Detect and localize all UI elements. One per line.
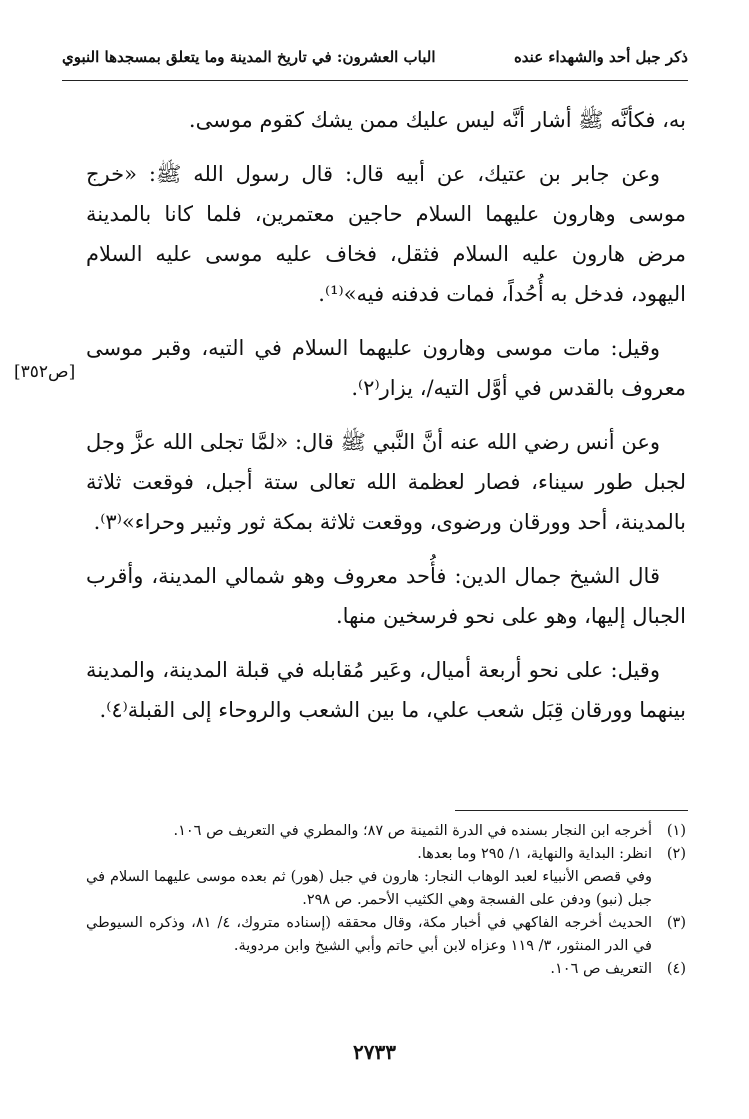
page-number: ٢٧٣٣	[353, 1040, 396, 1064]
footnote-number: (٣)	[666, 915, 686, 931]
footnote-text: انظر: البداية والنهاية، ١/ ٢٩٥ وما بعدها.	[417, 846, 652, 862]
footnote	[86, 958, 686, 981]
paragraph: به، فكأنَّه ﷺ أشار أنَّه ليس عليك ممن يشك كقوم موسى.	[188, 108, 686, 132]
running-header	[62, 44, 688, 74]
paragraph: قال الشيخ جمال الدين: فأُحد معروف وهو شمالي المدينة، وأقرب الجبال إليها، وهو على نحو فرسخين منها.	[86, 564, 686, 628]
footnote-text: التعريف ص ١٠٦.	[550, 961, 652, 977]
main-text	[86, 100, 686, 744]
header-chapter-title: الباب العشرون: في تاريخ المدينة وما يتعلق بمسجدها النبوي	[62, 48, 436, 66]
paragraph: وعن أنس رضي الله عنه أنَّ النَّبي ﷺ قال: «لمَّا تجلى الله عزَّ وجل لجبل طور سيناء، فصار لعظمة الله تعالى ستة أجبل، فوقعت ثلاثة بالمدينة، أحد وورقان ورضوى، ووقعت ثلاثة بمكة ثور وثبير وحراء»⁽٣⁾.	[86, 430, 686, 534]
footnote	[86, 912, 686, 958]
paragraph: وقيل: مات موسى وهارون عليهما السلام في التيه، وقبر موسى معروف بالقدس في أوَّل التيه/، يزار⁽٢⁾.	[86, 336, 686, 400]
paragraph: وقيل: على نحو أربعة أميال، وعَير مُقابله في قبلة المدينة، والمدينة بينهما وورقان قِبَل شعب علي، ما بين الشعب والروحاء إلى القبلة⁽٤⁾.	[86, 658, 686, 722]
footnote-divider	[455, 810, 688, 811]
footnote	[86, 843, 686, 866]
footnote-number: (١)	[666, 823, 686, 839]
paragraph: وعن جابر بن عتيك، عن أبيه قال: قال رسول الله ﷺ: «خرج موسى وهارون عليهما السلام حاجين معتمرين، فلما كانا بالمدينة مرض هارون عليه السلام فثقل، فخاف عليه موسى عليه السلام اليهود، فدخل به أُحُداً، فمات فدفنه فيه»⁽¹⁾.	[86, 162, 686, 306]
footnote-continuation	[86, 866, 686, 912]
footnote-text: أخرجه ابن النجار بسنده في الدرة الثمينة ص ٨٧؛ والمطري في التعريف ص ١٠٦.	[173, 823, 652, 839]
footnotes	[86, 820, 686, 981]
footnote-number: (٤)	[666, 961, 686, 977]
footnote-text: الحديث أخرجه الفاكهي في أخبار مكة، وقال محققه (إسناده متروك، ٤/ ٨١، وذكره السيوطي في الدر المنثور، ٣/ ١١٩ وعزاه لابن أبي حاتم وأبي الشيخ وابن مردوية.	[86, 915, 653, 954]
footnote-number: (٢)	[666, 846, 686, 862]
footnote	[86, 820, 686, 843]
header-section-title: ذكر جبل أحد والشهداء عنده	[513, 48, 688, 66]
header-divider	[62, 80, 688, 81]
footnote-text: وفي قصص الأنبياء لعبد الوهاب النجار: هارون في جبل (هور) ثم بعده موسى عليهما السلام في جبل (نبو) ودفن على الفسجة وهي الكثيب الأحمر. ص ٢٩٨.	[86, 869, 652, 908]
page-reference-note: [ص٣٥٢]	[14, 362, 76, 382]
